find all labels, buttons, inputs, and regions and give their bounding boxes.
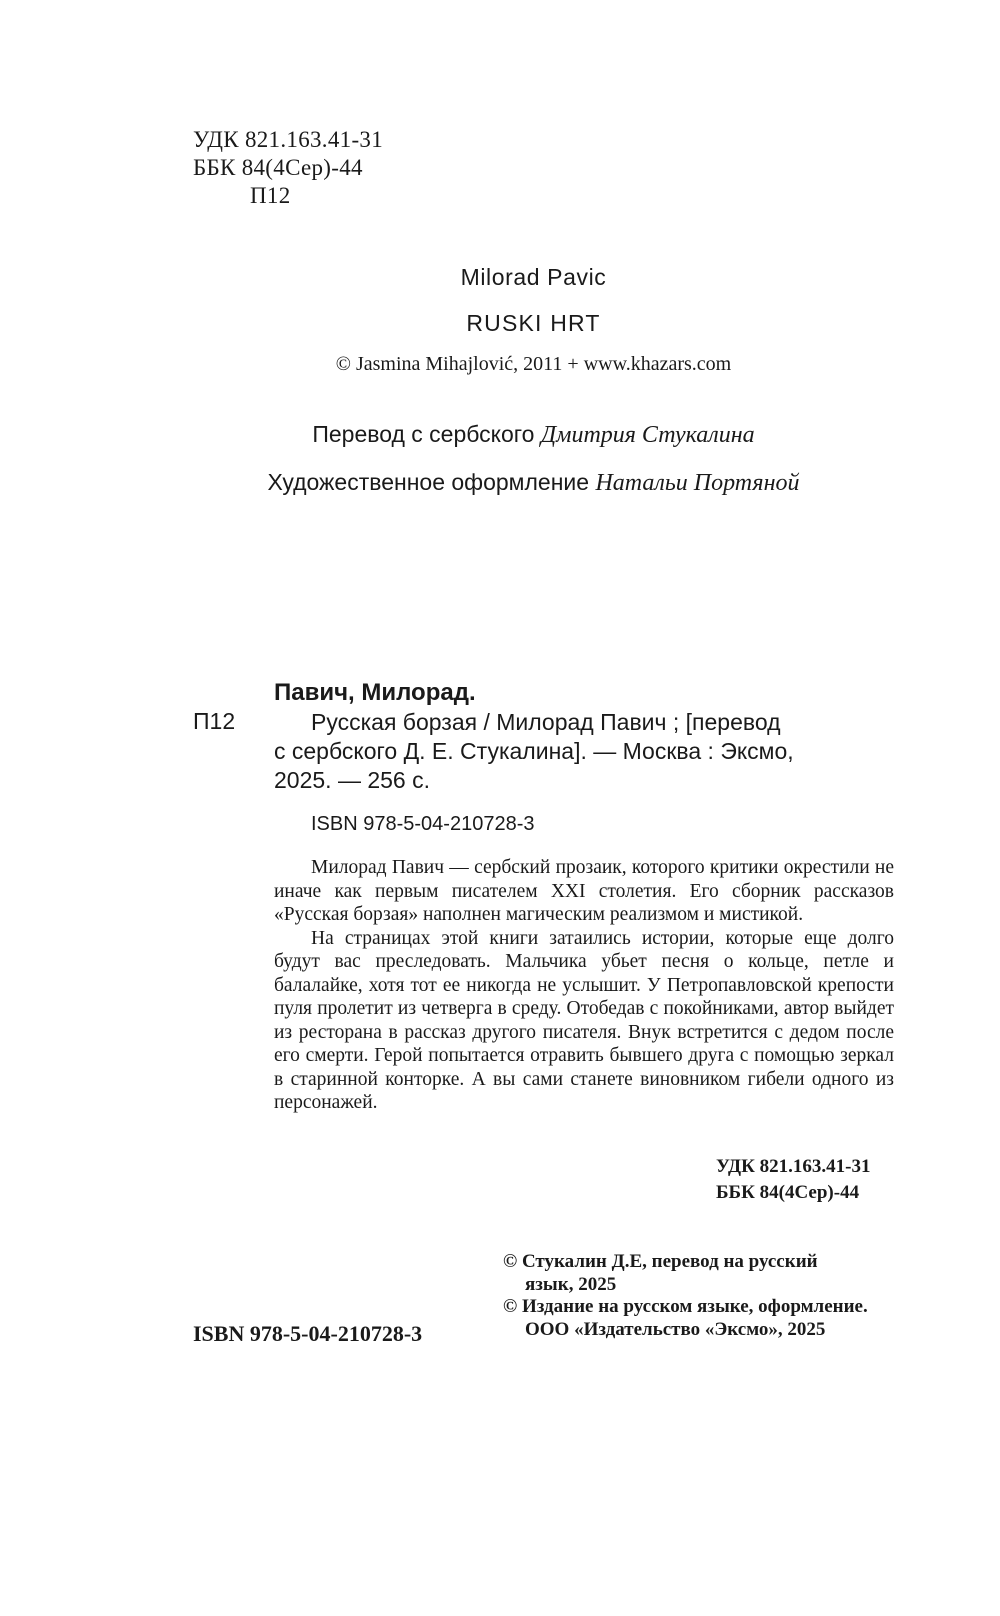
bib-isbn: ISBN 978-5-04-210728-3 <box>311 813 535 835</box>
udk-code: УДК 821.163.41-31 <box>193 127 383 152</box>
bib-heading: Павич, Милорад. <box>274 679 476 706</box>
udk-code: УДК 821.163.41-31 <box>716 1156 871 1177</box>
translator-name: Дмитрия Стукалина <box>540 422 755 448</box>
bbk-code: ББК 84(4Сер)-44 <box>193 155 363 180</box>
annotation <box>274 856 894 1115</box>
bbk-code: ББК 84(4Сер)-44 <box>716 1182 860 1203</box>
isbn-bottom: ISBN 978-5-04-210728-3 <box>193 1321 423 1346</box>
translation-label: Перевод с сербского <box>312 421 535 447</box>
classification-bottom <box>716 1154 870 1206</box>
bib-entry-line: 2025. — 256 с. <box>274 767 430 793</box>
designer-name: Натальи Портяной <box>595 470 800 496</box>
original-author: Milorad Pavic <box>460 264 607 290</box>
design-label: Художественное оформление <box>267 469 590 495</box>
classification-top <box>193 126 383 210</box>
annotation-paragraph: Милорад Павич — сербский прозаик, которого критики окрестили не иначе как первым писателем XXI столетия. Его сборник рассказов «Русская борзая» наполнен магическим реализмом и мистикой. <box>274 857 894 925</box>
bib-author-sign: П12 <box>193 708 236 734</box>
bib-entry <box>274 708 892 795</box>
author-sign: П12 <box>250 183 291 208</box>
copyright-line: © Издание на русском языке, оформление. <box>503 1296 868 1317</box>
bib-entry-line: Русская борзая / Милорад Павич ; [перевод <box>311 709 781 735</box>
bib-entry-line: с сербского Д. Е. Стукалина]. — Москва : Эксмо, <box>274 738 794 764</box>
design-credit <box>0 469 1000 497</box>
original-title: RUSKI HRT <box>466 310 601 336</box>
copyright-block <box>503 1251 868 1341</box>
copyright-line: язык, 2025 <box>525 1273 617 1295</box>
copyright-line: ООО «Издательство «Эксмо», 2025 <box>525 1318 826 1340</box>
copyright-line: © Стукалин Д.Е, перевод на русский <box>503 1251 818 1272</box>
original-copyright: © Jasmina Mihajlović, 2011 + www.khazars.com <box>335 353 732 375</box>
translation-credit <box>0 421 1000 449</box>
annotation-paragraph: На страницах этой книги затаились истории, которые еще долго будут вас преследовать. Мальчика убьет песня о кольце, петле и балалайке, хотя тот ее никогда не услышит. У Петропавловской крепости пуля пролетит из четверга в среду. Отобедав с покойниками, автор выйдет из ресторана в рассказ другого писателя. Внук встретится с дедом после его смерти. Герой попытается отравить бывшего друга с помощью зеркал в старинной конторке. А вы сами станете виновником гибели одного из персонажей. <box>274 927 894 1113</box>
